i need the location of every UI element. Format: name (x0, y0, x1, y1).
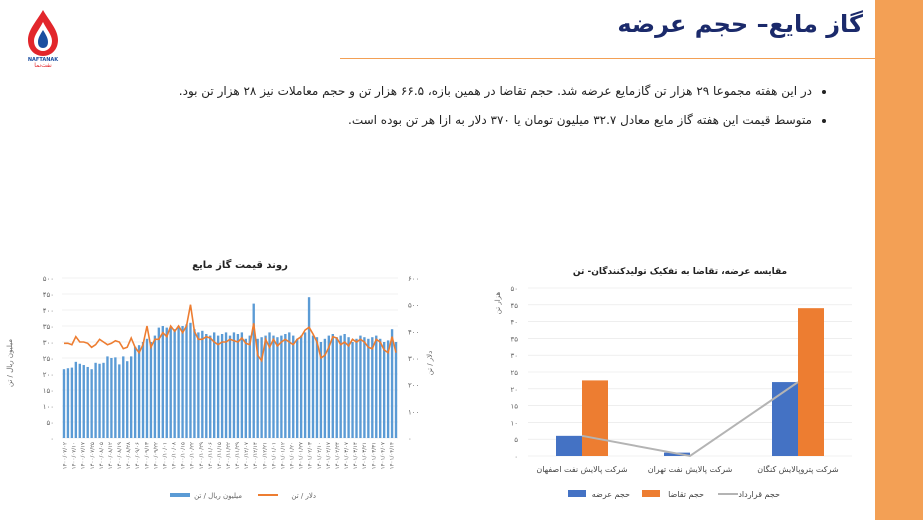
chart1-bar (83, 365, 85, 438)
chart1-bar (387, 340, 389, 438)
chart1-bar (213, 332, 215, 438)
chart1-bar (181, 326, 183, 438)
chart1-bar (363, 337, 365, 438)
chart2-category-label: شرکت پالایش نفت تهران (647, 465, 733, 474)
chart1-bar (288, 332, 290, 438)
chart1-ytick: ۴۵۰ (42, 291, 54, 299)
chart1-bar (110, 358, 112, 438)
chart1-bar (308, 297, 310, 438)
chart1-y2tick: ۶۰۰ (408, 275, 420, 283)
chart1-bar (312, 336, 314, 438)
chart1-bar (193, 329, 195, 438)
chart1-bar (367, 339, 369, 438)
chart1-xtick: ۱۴۰۰/۱۲/۲۱ (262, 442, 269, 470)
logo-text-2: نفت‌نما (34, 62, 52, 68)
chart1-bar (395, 342, 397, 438)
chart1-bar (375, 336, 377, 438)
chart1-bar (292, 336, 294, 438)
chart1-bar (347, 337, 349, 438)
summary-bullets (150, 80, 830, 138)
chart1-xtick: ۱۴۰۰/۱۱/۲۲ (226, 442, 232, 470)
chart1-bar (189, 323, 191, 438)
chart1-bar (245, 339, 247, 438)
chart1-bar (391, 329, 393, 438)
chart2-supply-bar (772, 382, 798, 456)
chart1-xtick: ۱۴۰۰/۱۱/۰۶ (207, 442, 214, 470)
chart2-legend (568, 490, 780, 499)
chart2-ytick: ۱۰ (510, 419, 518, 428)
chart1-ytick: ۲۵۰ (42, 355, 54, 363)
chart1-bar (339, 336, 341, 438)
chart1-y2tick: ۵۰۰ (408, 301, 420, 310)
chart1-xtick: ۱۴۰۰/۱۰/۰۱ (162, 442, 169, 470)
chart1-y2tick: ۴۰۰ (408, 328, 420, 337)
chart1-xtick: ۱۴۰۰/۱۲/۱۴ (253, 442, 260, 470)
chart1-xtick: ۱۴۰۰/۰۹/۱۳ (144, 442, 151, 470)
chart1-bar (102, 363, 104, 438)
chart1-bar (284, 334, 286, 438)
legend-demand-swatch (642, 490, 660, 497)
chart2-ytick: ۵ (514, 436, 518, 445)
page-title: گاز مایع– حجم عرضه (617, 10, 863, 38)
chart1-bar (87, 367, 89, 438)
chart1-bar (170, 328, 172, 438)
chart1-xtick: ۱۴۰۰/۰۸/۱۲ (107, 442, 114, 470)
chart1-bar (158, 328, 160, 438)
chart1-xtick: ۱۴۰۱/۰۳/۳۱ (371, 442, 378, 470)
chart1-xtick: ۱۴۰۱/۰۲/۰۳ (307, 442, 314, 470)
chart1-xtick: ۱۴۰۰/۱۱/۲۹ (235, 442, 242, 470)
chart1-xtick: ۱۴۰۰/۱۰/۲۲ (189, 442, 196, 470)
chart1-xtick: ۱۴۰۰/۱۱/۱۵ (216, 442, 223, 470)
chart1-y2tick: ۱۰۰ (408, 408, 420, 417)
chart1-title: روند قیمت گاز مایع (192, 260, 288, 271)
chart1-xtick: ۱۴۰۱/۰۲/۲۴ (334, 442, 341, 470)
chart1-ytick: ۰ (50, 435, 54, 443)
chart1-bar (229, 336, 231, 438)
chart2-ytick: ۰ (514, 453, 518, 461)
chart1-xtick: ۱۴۰۱/۰۱/۱۲ (280, 442, 287, 470)
chart1-bar (79, 364, 81, 438)
legend-bar-label: میلیون ریال / تن (194, 492, 242, 500)
chart2-ytick: ۲۰ (510, 385, 518, 394)
chart1-xtick: ۱۴۰۰/۰۷/۲۵ (89, 442, 96, 470)
chart1-bar (217, 336, 219, 438)
chart2-category-label: شرکت پالایش نفت اصفهان (536, 465, 628, 474)
chart1-bar (332, 334, 334, 438)
chart1-xtick: ۱۴۰۱/۰۲/۱۷ (325, 442, 332, 470)
chart1-xtick: ۱۴۰۰/۰۸/۲۸ (126, 442, 133, 470)
chart1-y2tick: ۳۰۰ (408, 355, 420, 363)
chart1-bar (371, 337, 373, 438)
chart1-bar (355, 339, 357, 438)
chart1-bar (304, 332, 306, 438)
chart1-xtick: ۱۴۰۱/۰۱/۲۰ (289, 442, 296, 470)
chart2-ytick: ۱۵ (510, 402, 518, 411)
bullet-1: • در این هفته مجموعا ۲۹ هزار تن گازمایع عرضه شد. حجم تقاضا در همین بازه، ۶۶.۵ هزار تن و حجم معاملات نیز ۲۸ هزار تن بود. (150, 80, 812, 103)
chart1-bar (300, 336, 302, 438)
chart1-xtick: ۱۴۰۰/۰۷/۱۰ (71, 442, 78, 470)
chart1-bar (383, 342, 385, 438)
chart1-bar (336, 337, 338, 438)
chart1-ytick: ۴۰۰ (42, 307, 54, 315)
chart1-bar (221, 334, 223, 438)
chart1-bar (94, 363, 96, 438)
chart1-bar (106, 356, 108, 438)
chart1-bar (118, 364, 120, 438)
legend-demand-label: حجم تقاضا (668, 490, 704, 499)
chart1-ytick: ۲۰۰ (42, 371, 54, 379)
chart1-ytick: ۱۰۰ (42, 403, 54, 411)
chart1-xtick: ۱۴۰۰/۰۷/۱۷ (80, 442, 87, 470)
chart2-supply-bar (556, 436, 582, 456)
chart1-y2tick: ۲۰۰ (408, 381, 420, 390)
chart2-ytick: ۳۰ (510, 352, 518, 361)
chart1-xtick: ۱۴۰۰/۱۰/۱۵ (180, 442, 187, 470)
chart1-bar (343, 334, 345, 438)
side-accent-bar (875, 0, 923, 520)
chart1-bar (150, 342, 152, 438)
title-divider (340, 58, 875, 59)
chart1-bar (63, 369, 65, 438)
chart1-xtick: ۱۴۰۱/۰۴/۰۷ (380, 442, 387, 470)
chart1-bar (98, 364, 100, 438)
chart1-bar (209, 336, 211, 438)
chart1-xtick: ۱۴۰۰/۰۸/۱۹ (117, 442, 124, 470)
chart1-bar (316, 337, 318, 438)
chart1-bar (142, 342, 144, 438)
chart2-ytick: ۴۵ (510, 301, 518, 310)
chart1-bar (126, 361, 128, 438)
logo-text-1: NAFTANAK (27, 57, 59, 63)
chart1-bar (114, 357, 116, 438)
legend-bar-swatch (170, 493, 190, 497)
chart1-bar (197, 332, 199, 438)
chart2-title: مقایسه عرضه، تقاضا به تفکیک تولیدکنندگان- تن (572, 267, 788, 277)
chart2-demand-bar (582, 380, 608, 456)
chart1-bar (351, 342, 353, 438)
chart1-bar (130, 356, 132, 438)
supply-demand-chart (490, 258, 870, 508)
chart1-ytick: ۳۰۰ (42, 339, 54, 347)
chart1-bar (280, 336, 282, 438)
chart1-xtick: ۱۴۰۰/۱۰/۰۸ (171, 442, 178, 470)
chart1-ylabel: میلیون ریال / تن (6, 339, 14, 387)
chart1-xtick: ۱۴۰۰/۱۰/۲۹ (198, 442, 205, 470)
chart1-bar (249, 336, 251, 438)
chart1-bar (225, 332, 227, 438)
chart1-xtick: ۱۴۰۱/۰۳/۱۴ (353, 442, 360, 470)
chart2-ytick: ۵۰ (510, 285, 518, 293)
chart1-bar (237, 334, 239, 438)
chart1-xtick: ۱۴۰۱/۰۴/۱۴ (389, 442, 396, 470)
chart1-bar (205, 334, 207, 438)
chart2-ytick: ۲۵ (510, 369, 518, 377)
chart1-bar (359, 336, 361, 438)
bullet-2: • متوسط قیمت این هفته گاز مایع معادل ۳۲.۷ میلیون تومان یا ۳۷۰ دلار به ازا هر تن بوده است. (150, 109, 812, 132)
chart1-bar (166, 328, 168, 438)
legend-supply-label: حجم عرضه (591, 490, 630, 499)
chart1-bar (328, 336, 330, 438)
chart1-xtick: ۱۴۰۰/۱۲/۰۷ (244, 442, 251, 470)
chart2-ytick: ۴۰ (510, 318, 518, 327)
chart1-ytick: ۵۰۰ (42, 275, 54, 283)
chart1-xtick: ۱۴۰۰/۰۸/۰۵ (98, 442, 105, 470)
chart1-xtick: ۱۴۰۱/۰۱/۰۱ (271, 442, 278, 470)
chart1-bar (134, 347, 136, 438)
chart1-bar (173, 329, 175, 438)
chart1-bar (90, 369, 92, 438)
chart1-legend (170, 492, 316, 500)
chart1-bar (185, 324, 187, 438)
legend-contract-label: حجم قرارداد (738, 490, 780, 499)
chart1-bar (379, 339, 381, 438)
chart1-bar (138, 345, 140, 438)
chart1-xtick: ۱۴۰۰/۰۷/۰۲ (62, 442, 69, 470)
chart1-bar (233, 332, 235, 438)
chart1-bar (154, 336, 156, 438)
chart1-bar (67, 368, 69, 438)
chart1-bar (201, 331, 203, 438)
chart1-bar (241, 332, 243, 438)
chart1-bar (276, 337, 278, 438)
chart1-ytick: ۱۵۰ (42, 387, 54, 395)
chart1-bar (296, 339, 298, 438)
chart1-bar (162, 326, 164, 438)
chart2-ylabel: هزار تن (494, 291, 502, 315)
chart1-bar (177, 328, 179, 438)
chart1-y2tick: ۰ (408, 435, 412, 443)
chart2-category-label: شرکت پتروپالایش کنگان (757, 465, 839, 474)
chart1-xtick: ۱۴۰۱/۰۳/۰۷ (344, 442, 351, 470)
chart1-bar (75, 362, 77, 438)
price-trend-chart (0, 250, 440, 520)
chart2-contract-line (582, 382, 798, 456)
chart1-ytick: ۳۵۰ (42, 323, 54, 331)
legend-supply-swatch (568, 490, 586, 497)
legend-line-label: دلار / تن (291, 492, 316, 500)
chart2-demand-bar (798, 308, 824, 456)
chart1-bar (272, 336, 274, 438)
chart2-ytick: ۳۵ (510, 335, 518, 344)
chart1-xtick: ۱۴۰۰/۰۹/۰۶ (135, 442, 142, 470)
chart1-y2label: دلار / تن (426, 350, 434, 376)
chart1-xtick: ۱۴۰۰/۰۹/۲۲ (153, 442, 160, 470)
chart1-bar (146, 339, 148, 438)
chart1-xtick: ۱۴۰۱/۰۲/۱۰ (316, 442, 323, 470)
chart1-xtick: ۱۴۰۱/۰۱/۲۷ (298, 442, 305, 470)
chart1-bar (71, 368, 73, 438)
company-logo (18, 8, 68, 68)
chart1-bar (264, 336, 266, 438)
chart1-bar (122, 356, 124, 438)
chart1-ytick: ۵۰ (46, 419, 54, 427)
chart1-xtick: ۱۴۰۱/۰۳/۲۱ (362, 442, 369, 470)
